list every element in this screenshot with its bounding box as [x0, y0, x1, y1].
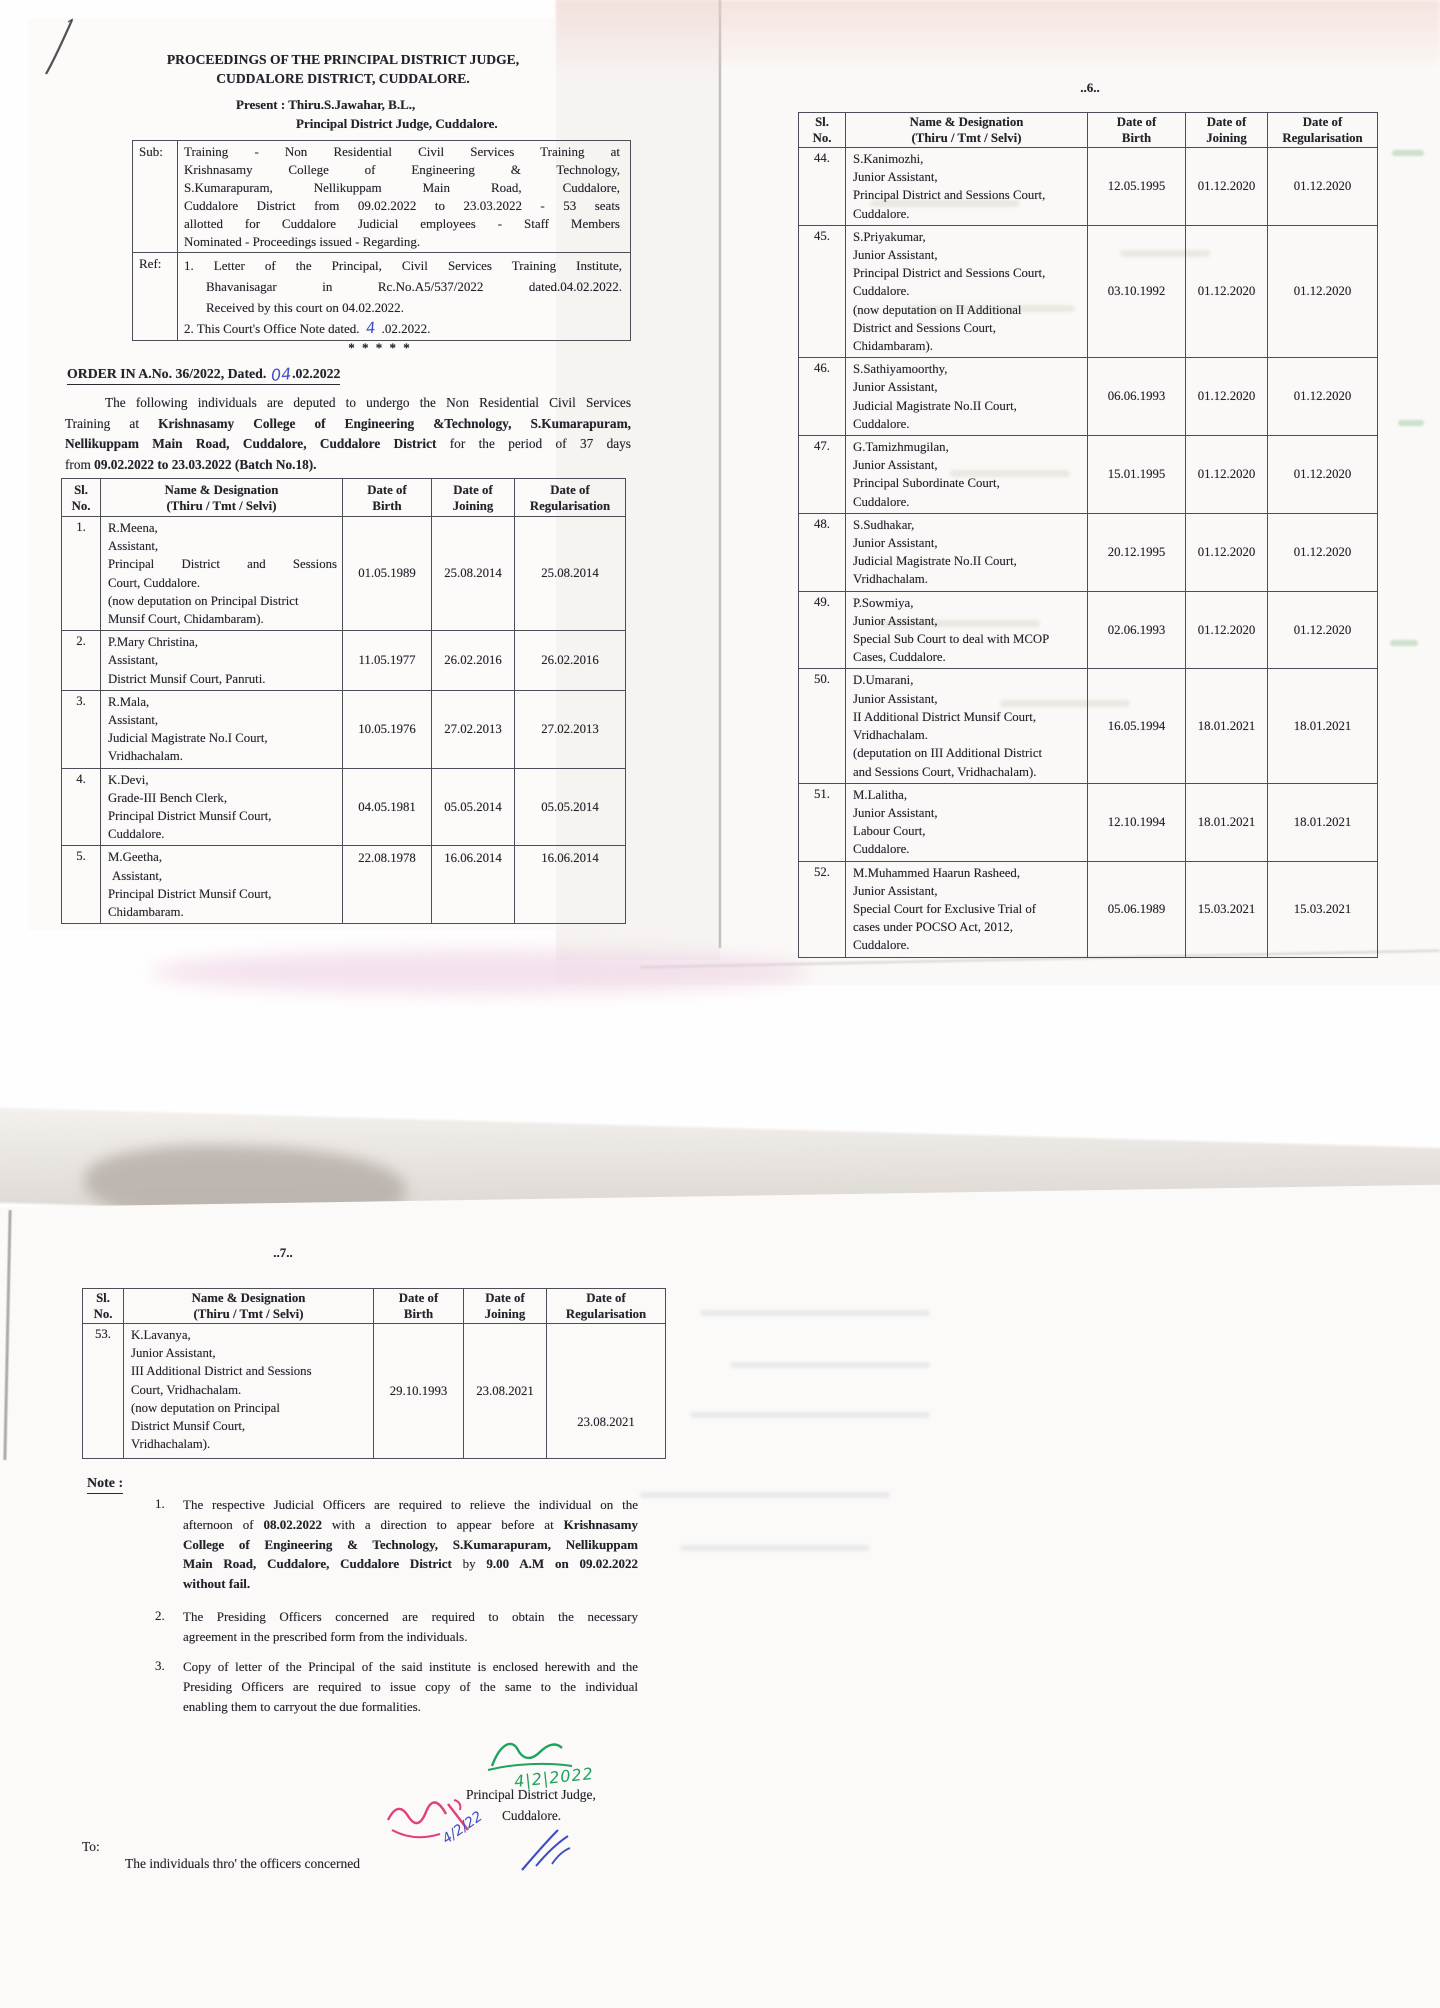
- paragraph-line: [65, 434, 631, 455]
- name-line: cases under POCSO Act, 2012,: [853, 920, 1013, 935]
- cell-date-of-regularisation: 01.12.2020: [1268, 591, 1378, 669]
- cell-date-of-joining: 23.08.2021: [464, 1324, 547, 1459]
- name-line: Cuddalore.: [853, 206, 910, 221]
- name-line: Assistant,: [108, 539, 159, 554]
- reference-item1-line3: Received by this court on 04.02.2022.: [206, 300, 404, 315]
- name-line: D.Umarani,: [853, 673, 914, 688]
- note-bold-text: 08.02.2022: [263, 1516, 322, 1532]
- pink-smear: [150, 950, 810, 994]
- cell-serial: 45.: [799, 225, 846, 357]
- cell-date-of-regularisation: 18.01.2021: [1268, 783, 1378, 861]
- present-line1: Present : Thiru.S.Jawahar, B.L.,: [236, 97, 416, 112]
- cell-date-of-birth: 15.01.1995: [1088, 436, 1186, 514]
- cell-date-of-regularisation: 01.12.2020: [1268, 148, 1378, 226]
- header-date-of-regularisation: [1268, 113, 1378, 148]
- name-line: M.Muhammed Haarun Rasheed,: [853, 865, 1021, 880]
- header-line: Date of: [1302, 115, 1343, 129]
- note-bold-text: Main Road, Cuddalore, Cuddalore District: [183, 1556, 452, 1572]
- cell-name-designation: [101, 846, 343, 924]
- cell-date-of-birth: 11.05.1977: [343, 631, 432, 691]
- cell-serial: 52.: [799, 861, 846, 957]
- header-line: Joining: [452, 498, 494, 513]
- header-date-of-birth: [1088, 113, 1186, 148]
- stars-separator: * * * * *: [348, 340, 412, 355]
- table-header-row: [799, 113, 1378, 148]
- cell-date-of-joining: 01.12.2020: [1186, 358, 1268, 436]
- header-line: Regularisation: [565, 1307, 647, 1321]
- table-row: [83, 1324, 666, 1459]
- cell-date-of-joining: 18.01.2021: [1186, 783, 1268, 861]
- page7-staff-table: [82, 1288, 666, 1459]
- name-line: and Sessions Court, Vridhachalam).: [853, 764, 1037, 779]
- paragraph-bold-text: Nellikuppam Main Road, Cuddalore, Cuddalore District: [65, 436, 437, 452]
- name-line: P.Mary Christina,: [108, 635, 198, 650]
- header-sl-no: [62, 479, 101, 517]
- cell-name-designation: [846, 225, 1088, 357]
- name-line: Cases, Cuddalore.: [853, 650, 946, 665]
- note-line: Copy of letter of the Principal of the said institute is enclosed herewith and the: [183, 1659, 638, 1674]
- name-line: Principal District and Sessions Court,: [853, 188, 1046, 203]
- name-line: Chidambaram).: [853, 339, 933, 354]
- name-line: Cuddalore.: [853, 938, 910, 953]
- header-line: Date of: [453, 482, 493, 497]
- reference-item2: [184, 318, 622, 339]
- cell-serial: 2.: [62, 631, 101, 691]
- paragraph-text: Training at: [65, 415, 159, 431]
- cell-serial: 5.: [62, 846, 101, 924]
- cell-serial: 53.: [83, 1324, 124, 1459]
- cell-serial: 49.: [799, 591, 846, 669]
- cell-date-of-birth: 22.08.1978: [343, 846, 432, 924]
- note-line: The respective Judicial Officers are required to relieve the individual on the: [183, 1497, 638, 1512]
- table-row: [799, 436, 1378, 514]
- name-line: Assistant,: [112, 868, 163, 883]
- header-line: Name & Designation: [909, 115, 1024, 129]
- name-line: R.Meena,: [108, 521, 158, 535]
- name-line: S.Priyakumar,: [853, 229, 926, 244]
- header-line: Date of: [550, 482, 590, 497]
- header-line: Sl.: [74, 482, 88, 497]
- scribble-blue-icon: [512, 1820, 582, 1878]
- name-line: Cuddalore.: [853, 416, 910, 431]
- reference-label: Ref:: [133, 253, 178, 341]
- name-line: Cuddalore.: [853, 284, 910, 299]
- cell-date-of-joining: 05.05.2014: [432, 768, 515, 846]
- cell-date-of-birth: 03.10.1992: [1088, 225, 1186, 357]
- cell-serial: 47.: [799, 436, 846, 514]
- name-line: Judicial Magistrate No.II Court,: [853, 398, 1017, 413]
- note-line: without fail.: [183, 1576, 251, 1592]
- name-line: Court, Cuddalore.: [108, 575, 201, 590]
- header-sl-no: [83, 1289, 124, 1324]
- reference-item1-line2: Bhavanisagar in Rc.No.A5/537/2022 dated.04.02.2022.: [206, 279, 622, 294]
- table-row: [799, 513, 1378, 591]
- header-date-of-birth: [374, 1289, 464, 1324]
- name-line: Judicial Magistrate No.I Court,: [108, 731, 268, 746]
- table-row: [799, 358, 1378, 436]
- subject-text-line: S.Kumarapuram, Nellikuppam Main Road, Cuddalore,: [184, 180, 620, 196]
- cell-name-designation: [846, 783, 1088, 861]
- cell-date-of-birth: 20.12.1995: [1088, 513, 1186, 591]
- note-line: Presiding Officers are required to issue copy of the same to the individual: [183, 1678, 638, 1694]
- name-line: (now deputation on Principal: [131, 1400, 280, 1415]
- name-line: S.Sathiyamoorthy,: [853, 362, 948, 377]
- name-line: P.Sowmiya,: [853, 595, 914, 610]
- header-line: Date of: [398, 1291, 439, 1305]
- name-line: Vridhachalam.: [853, 572, 928, 587]
- order-heading-text-end: .02.2022: [292, 366, 341, 381]
- name-line: Chidambaram.: [108, 905, 184, 920]
- cell-name-designation: [101, 690, 343, 768]
- cell-serial: 50.: [799, 669, 846, 783]
- paragraph-line: The following individuals are deputed to undergo the Non Residential Civil Services: [105, 395, 631, 410]
- doc-title: [61, 51, 625, 88]
- table-header-row: [83, 1289, 666, 1324]
- note-line: [183, 1554, 638, 1574]
- table-row: [62, 517, 626, 631]
- name-line: District Munsif Court,: [131, 1419, 246, 1434]
- name-line: Principal Subordinate Court,: [853, 476, 1000, 491]
- subject-text-line: allotted for Cuddalore Judicial employees - Staff Members: [184, 216, 620, 232]
- name-line: Principal District Munsif Court,: [108, 886, 272, 901]
- cell-date-of-birth: 12.10.1994: [1088, 783, 1186, 861]
- cell-date-of-regularisation: 01.12.2020: [1268, 436, 1378, 514]
- name-line: Vridhachalam.: [853, 728, 928, 743]
- note-line: College of Engineering & Technology, S.Kumarapuram, Nellikuppam: [183, 1536, 638, 1552]
- cell-name-designation: [846, 148, 1088, 226]
- header-line: Name & Designation: [191, 1291, 306, 1305]
- header-line: Joining: [484, 1307, 526, 1321]
- note-text: by: [451, 1556, 487, 1572]
- name-line: K.Lavanya,: [131, 1328, 191, 1342]
- cell-date-of-birth: 04.05.1981: [343, 768, 432, 846]
- cell-serial: 51.: [799, 783, 846, 861]
- cell-date-of-joining: 25.08.2014: [432, 517, 515, 631]
- cell-date-of-birth: 06.06.1993: [1088, 358, 1186, 436]
- cell-name-designation: [101, 768, 343, 846]
- header-name-designation: [124, 1289, 374, 1324]
- name-line: (now deputation on II Additional: [853, 302, 1022, 317]
- subject-reference-box: [132, 140, 631, 341]
- header-line: Date of: [485, 1291, 525, 1305]
- note-text: with a direction to appear before at: [321, 1516, 564, 1532]
- note-label: Note :: [87, 1476, 123, 1494]
- cell-name-designation: [101, 631, 343, 691]
- note-line: agreement in the prescribed form from the individuals.: [183, 1628, 468, 1644]
- paragraph-bold-text: 09.02.2022 to 23.03.2022 (Batch No.18).: [94, 456, 317, 472]
- table-row: [62, 690, 626, 768]
- header-name-designation: [101, 479, 343, 517]
- reference-item2-text: 2. This Court's Office Note dated.: [184, 321, 360, 336]
- header-line: Regularisation: [529, 498, 611, 513]
- note-item-2: [183, 1607, 638, 1647]
- paragraph-text: for the period of 37 days: [436, 436, 631, 452]
- header-line: Birth: [372, 498, 402, 513]
- note-bold-text: Krishnasamy: [563, 1516, 639, 1532]
- page6-paper-edge: [719, 0, 721, 948]
- name-line: Principal District and Sessions Court,: [853, 266, 1046, 281]
- signatory-place: Cuddalore.: [502, 1808, 562, 1823]
- cell-name-designation: [846, 669, 1088, 783]
- cell-date-of-birth: 12.05.1995: [1088, 148, 1186, 226]
- cell-date-of-regularisation: 27.02.2013: [515, 690, 626, 768]
- cell-name-designation: [846, 591, 1088, 669]
- name-line: III Additional District and Sessions: [131, 1364, 312, 1379]
- cell-date-of-birth: 05.06.1989: [1088, 861, 1186, 957]
- header-line: (Thiru / Tmt / Selvi): [193, 1307, 304, 1321]
- name-line: Special Sub Court to deal with MCOP: [853, 632, 1050, 647]
- cell-serial: 3.: [62, 690, 101, 768]
- note-item-1-number: 1.: [155, 1496, 165, 1511]
- header-line: Date of: [367, 482, 407, 497]
- header-name-designation: [846, 113, 1088, 148]
- handwritten-day-blue: 4: [364, 318, 377, 338]
- table-row: [62, 768, 626, 846]
- note-item-3-number: 3.: [155, 1658, 165, 1673]
- cell-date-of-regularisation: 18.01.2021: [1268, 669, 1378, 783]
- name-line: Assistant,: [108, 713, 159, 728]
- name-line: Junior Assistant,: [853, 380, 938, 395]
- handwritten-date-green: 4|2|2022: [513, 1763, 595, 1792]
- name-line: Cuddalore.: [108, 827, 165, 842]
- subject-text: [178, 141, 631, 253]
- page1-staff-table: [61, 478, 626, 924]
- cell-serial: 46.: [799, 358, 846, 436]
- name-line: Junior Assistant,: [853, 536, 938, 551]
- page7-number: ..7..: [273, 1245, 293, 1260]
- cell-name-designation: [846, 358, 1088, 436]
- name-line: Vridhachalam).: [131, 1437, 211, 1452]
- name-line: Principal District Munsif Court,: [108, 809, 272, 824]
- name-line: Cuddalore.: [853, 494, 910, 509]
- doc-title-line1: PROCEEDINGS OF THE PRINCIPAL DISTRICT JUDGE,: [166, 52, 520, 67]
- note-item-2-number: 2.: [155, 1608, 165, 1623]
- subject-label: Sub:: [133, 141, 178, 253]
- cell-date-of-regularisation: 26.02.2016: [515, 631, 626, 691]
- name-line: Vridhachalam.: [108, 749, 183, 764]
- name-line: Principal District and Sessions: [108, 557, 337, 572]
- order-heading: [67, 363, 340, 385]
- header-line: Date of: [586, 1291, 626, 1305]
- note-line: The Presiding Officers concerned are required to obtain the necessary: [183, 1609, 638, 1624]
- table-row: [799, 783, 1378, 861]
- cell-date-of-regularisation: 01.12.2020: [1268, 513, 1378, 591]
- reference-row: [133, 253, 631, 341]
- name-line: Munsif Court, Chidambaram).: [108, 612, 264, 627]
- header-line: No.: [71, 498, 91, 513]
- name-line: K.Devi,: [108, 772, 149, 787]
- handwritten-order-date-blue: 04: [269, 364, 292, 385]
- cell-serial: 44.: [799, 148, 846, 226]
- handwritten-date-blue: 4/2/22: [439, 1808, 486, 1848]
- name-line: (deputation on III Additional District: [853, 746, 1043, 761]
- to-label: To:: [82, 1839, 100, 1854]
- header-line: No.: [812, 131, 832, 145]
- order-heading-text: ORDER IN A.No. 36/2022, Dated.: [67, 366, 267, 381]
- subject-row: [133, 141, 631, 253]
- cell-date-of-birth: 02.06.1993: [1088, 591, 1186, 669]
- header-line: Birth: [1121, 131, 1152, 145]
- name-line: Grade-III Bench Clerk,: [108, 790, 228, 805]
- note-line: [183, 1515, 638, 1535]
- cell-date-of-joining: 01.12.2020: [1186, 148, 1268, 226]
- cell-serial: 48.: [799, 513, 846, 591]
- header-line: Sl.: [96, 1291, 110, 1305]
- name-line: Labour Court,: [853, 824, 926, 839]
- note-item-1: [183, 1495, 638, 1594]
- cell-date-of-regularisation: 01.12.2020: [1268, 358, 1378, 436]
- paragraph-line: [65, 414, 631, 435]
- name-line: Junior Assistant,: [853, 613, 938, 628]
- cell-date-of-birth: 16.05.1994: [1088, 669, 1186, 783]
- subject-text-line: Cuddalore District from 09.02.2022 to 23.03.2022 - 53 seats: [184, 198, 620, 214]
- header-line: Birth: [403, 1307, 434, 1321]
- header-sl-no: [799, 113, 846, 148]
- cell-name-designation: [101, 517, 343, 631]
- header-line: Date of: [1206, 115, 1247, 129]
- cell-date-of-regularisation: 23.08.2021: [547, 1324, 666, 1459]
- name-line: Junior Assistant,: [853, 883, 938, 898]
- table-row: [62, 846, 626, 924]
- header-date-of-birth: [343, 479, 432, 517]
- page6-staff-table: [798, 112, 1378, 958]
- name-line: (now deputation on Principal District: [108, 593, 299, 608]
- table-row: [62, 631, 626, 691]
- table-row: [799, 861, 1378, 957]
- doc-title-line2: CUDDALORE DISTRICT, CUDDALORE.: [216, 70, 470, 86]
- signatory-title: Principal District Judge,: [466, 1787, 596, 1802]
- cell-date-of-regularisation: 25.08.2014: [515, 517, 626, 631]
- reference-text: [178, 253, 631, 341]
- subject-text-line: Nominated - Proceedings issued - Regarding.: [184, 234, 421, 250]
- name-line: District and Sessions Court,: [853, 320, 996, 335]
- cell-date-of-regularisation: 05.05.2014: [515, 768, 626, 846]
- cell-serial: 1.: [62, 517, 101, 631]
- cell-date-of-joining: 18.01.2021: [1186, 669, 1268, 783]
- name-line: M.Geetha,: [108, 850, 163, 865]
- name-line: Junior Assistant,: [853, 458, 938, 473]
- note-item-3: [183, 1657, 638, 1716]
- cell-date-of-birth: 10.05.1976: [343, 690, 432, 768]
- name-line: R.Mala,: [108, 694, 150, 709]
- table-row: [799, 225, 1378, 357]
- name-line: II Additional District Munsif Court,: [853, 709, 1037, 724]
- reference-item1-line1: 1. Letter of the Principal, Civil Services Training Institute,: [184, 258, 622, 273]
- name-line: Junior Assistant,: [853, 248, 938, 263]
- subject-text-line: Krishnasamy College of Engineering & Technology,: [184, 162, 620, 178]
- cell-date-of-joining: 16.06.2014: [432, 846, 515, 924]
- cell-date-of-joining: 01.12.2020: [1186, 591, 1268, 669]
- name-line: Assistant,: [108, 653, 159, 668]
- note-line: enabling them to carryout the due formalities.: [183, 1698, 421, 1714]
- table-header-row: [62, 479, 626, 517]
- header-date-of-joining: [1186, 113, 1268, 148]
- name-line: Court, Vridhachalam.: [131, 1382, 242, 1397]
- name-line: District Munsif Court, Panruti.: [108, 671, 266, 686]
- header-date-of-joining: [432, 479, 515, 517]
- name-line: G.Tamizhmugilan,: [853, 440, 949, 455]
- cell-date-of-regularisation: 01.12.2020: [1268, 225, 1378, 357]
- cell-date-of-joining: 01.12.2020: [1186, 436, 1268, 514]
- cell-date-of-joining: 15.03.2021: [1186, 861, 1268, 957]
- paragraph-bold-text: Krishnasamy College of Engineering &Technology, S.Kumarapuram,: [158, 415, 631, 431]
- cell-name-designation: [846, 861, 1088, 957]
- header-line: Joining: [1206, 131, 1247, 145]
- table-row: [799, 669, 1378, 783]
- header-line: (Thiru / Tmt / Selvi): [911, 131, 1022, 145]
- reference-item2-text-end: .02.2022.: [381, 321, 431, 336]
- cell-name-designation: [846, 436, 1088, 514]
- present-line2: Principal District Judge, Cuddalore.: [296, 116, 498, 131]
- table-row: [799, 591, 1378, 669]
- cell-date-of-regularisation: 15.03.2021: [1268, 861, 1378, 957]
- name-line: S.Sudhakar,: [853, 517, 915, 532]
- cell-name-designation: [846, 513, 1088, 591]
- paragraph-text: from: [65, 456, 95, 472]
- note-bold-text: 9.00 A.M on 09.02.2022: [486, 1556, 639, 1572]
- cell-date-of-joining: 01.12.2020: [1186, 225, 1268, 357]
- name-line: M.Lalitha,: [853, 787, 908, 802]
- cell-date-of-joining: 01.12.2020: [1186, 513, 1268, 591]
- header-date-of-joining: [464, 1289, 547, 1324]
- name-line: Junior Assistant,: [853, 170, 938, 185]
- header-line: No.: [93, 1307, 113, 1321]
- header-line: Date of: [1116, 115, 1157, 129]
- header-line: (Thiru / Tmt / Selvi): [166, 498, 277, 513]
- name-line: S.Kanimozhi,: [853, 152, 924, 166]
- subject-text-line: Training - Non Residential Civil Services Training at: [184, 144, 620, 159]
- page6-number: ..6..: [1080, 80, 1100, 95]
- header-date-of-regularisation: [547, 1289, 666, 1324]
- paragraph-line: [65, 455, 631, 476]
- cell-name-designation: [124, 1324, 374, 1459]
- name-line: Cuddalore.: [853, 842, 910, 857]
- name-line: Judicial Magistrate No.II Court,: [853, 554, 1017, 569]
- name-line: Junior Assistant,: [853, 805, 938, 820]
- cell-date-of-joining: 27.02.2013: [432, 690, 515, 768]
- cell-date-of-joining: 26.02.2016: [432, 631, 515, 691]
- cell-serial: 4.: [62, 768, 101, 846]
- header-line: Name & Designation: [164, 482, 279, 497]
- name-line: Junior Assistant,: [131, 1346, 216, 1361]
- header-line: Regularisation: [1282, 131, 1363, 145]
- name-line: Special Court for Exclusive Trial of: [853, 901, 1037, 916]
- table-row: [799, 148, 1378, 226]
- cell-date-of-birth: 29.10.1993: [374, 1324, 464, 1459]
- header-line: Sl.: [815, 115, 829, 129]
- header-date-of-regularisation: [515, 479, 626, 517]
- note-text: afternoon of: [183, 1516, 264, 1532]
- cell-date-of-birth: 01.05.1989: [343, 517, 432, 631]
- order-paragraph: [65, 393, 631, 475]
- name-line: Junior Assistant,: [853, 691, 938, 706]
- cell-date-of-regularisation: 16.06.2014: [515, 846, 626, 924]
- page6-pink-tint: [556, 0, 1440, 72]
- to-line: The individuals thro' the officers concerned: [125, 1856, 360, 1871]
